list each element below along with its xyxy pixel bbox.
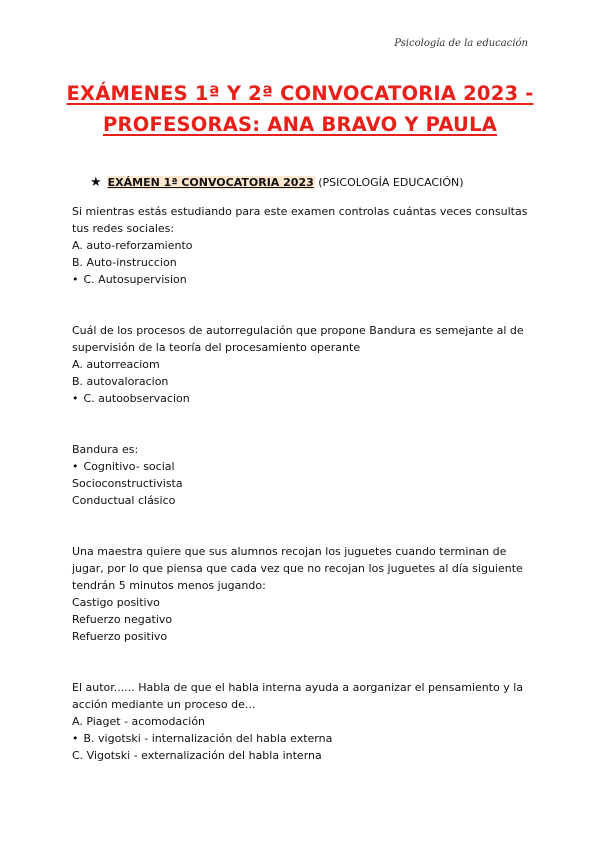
question-5 [72,679,532,764]
question-text: El autor...... Habla de que el habla interna ayuda a aorganizar el pensamiento y la acción mediante un proceso de... [72,681,524,711]
option: A. autorreaciom [72,358,160,371]
question-text: Si mientras estás estudiando para este examen controlas cuántas veces consultas tus redes sociales: [72,205,528,235]
page-title [0,78,600,140]
header-note: Psicología de la educación [394,38,528,49]
option-marked: • B. vigotski - internalización del habla externa [72,730,532,747]
option: Socioconstructivista [72,477,183,490]
option: B. autovaloracion [72,375,169,388]
questions-list [72,203,532,764]
option: C. Vigotski - externalización del habla interna [72,749,322,762]
question-text: Bandura es: [72,443,139,456]
star-icon: ★ [90,175,102,190]
option: Conductual clásico [72,494,176,507]
option: B. Auto-instruccion [72,256,177,269]
question-2 [72,322,532,407]
question-text: Cuál de los procesos de autorregulación que propone Bandura es semejante al de supervisión de la teoría del procesamiento operante [72,324,524,354]
option: Refuerzo positivo [72,630,168,643]
question-1 [72,203,532,288]
section-heading [90,175,464,190]
option-marked: • C. autoobservacion [72,390,532,407]
title-line-1: EXÁMENES 1ª Y 2ª CONVOCATORIA 2023 - [66,82,534,105]
section-highlight: EXÁMEN 1ª CONVOCATORIA 2023 [107,176,314,189]
section-subtitle: (PSICOLOGÍA EDUCACIÓN) [314,176,464,189]
question-text: Una maestra quiere que sus alumnos recojan los juguetes cuando terminan de jugar, por lo que piensa que cada vez que no recojan los juguetes al día siguiente tendrán 5 minutos menos jugando: [72,545,523,592]
option: A. auto-reforzamiento [72,239,193,252]
option: Castigo positivo [72,596,160,609]
option: Refuerzo negativo [72,613,173,626]
option-marked: • C. Autosupervision [72,271,532,288]
question-4 [72,543,532,645]
title-line-2: PROFESORAS: ANA BRAVO Y PAULA [103,113,497,136]
option: A. Piaget - acomodación [72,715,206,728]
option-marked: • Cognitivo- social [72,458,532,475]
question-3 [72,441,532,509]
